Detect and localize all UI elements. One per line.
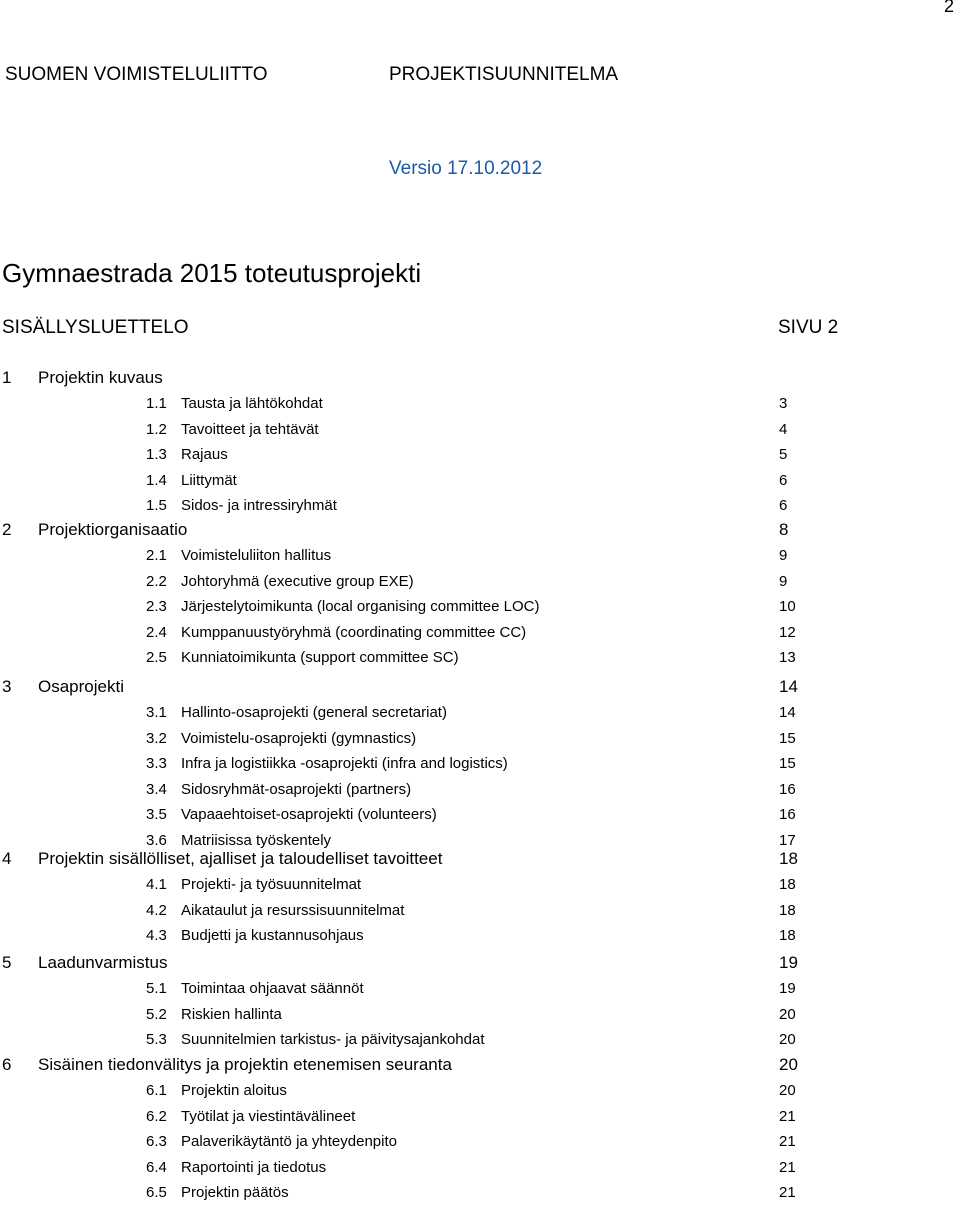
toc-subsection-page: 21 <box>779 1133 796 1150</box>
toc-subsection-title: Toimintaa ohjaavat säännöt <box>181 980 364 997</box>
toc-subsection-page: 15 <box>779 755 796 772</box>
toc-subsection-row[interactable] <box>0 730 960 755</box>
toc-subsection-page: 21 <box>779 1184 796 1201</box>
toc-subsection-page: 19 <box>779 980 796 997</box>
toc-section-number: 5 <box>2 953 12 972</box>
toc-subsection-page: 9 <box>779 547 788 564</box>
toc-subsection-number: 1.2 <box>146 420 167 438</box>
toc-subsection-number: 4.2 <box>146 901 167 919</box>
toc-section-row[interactable] <box>0 1055 960 1080</box>
toc-subsection-page: 17 <box>779 831 796 849</box>
toc-subsection-page: 12 <box>779 623 796 641</box>
toc-subsection-title: Infra ja logistiikka -osaprojekti (infra and logistics) <box>181 755 508 772</box>
toc-subsection-page: 5 <box>779 446 788 463</box>
toc-subsection-number: 1.4 <box>146 471 167 489</box>
toc-subsection-page: 18 <box>779 927 796 944</box>
toc-subsection-row[interactable] <box>0 806 960 831</box>
toc-subsection-row[interactable] <box>0 876 960 901</box>
toc-subsection-title: Raportointi ja tiedotus <box>181 1158 327 1176</box>
toc-section-title: Projektin sisällölliset, ajalliset ja taloudelliset tavoitteet <box>38 849 443 868</box>
toc-subsection-number: 6.1 <box>146 1082 167 1099</box>
toc-subsection-number: 1.5 <box>146 497 167 514</box>
toc-subsection-number: 5.2 <box>146 1005 167 1023</box>
toc-section-row[interactable] <box>0 520 960 545</box>
toc-subsection-number: 5.3 <box>146 1031 167 1048</box>
toc-section-row[interactable] <box>0 368 960 393</box>
toc-section-title: Projektiorganisaatio <box>38 520 188 539</box>
toc-subsection-number: 3.5 <box>146 806 167 823</box>
toc-section-page: 14 <box>779 677 798 696</box>
toc-subsection-page: 15 <box>779 729 796 747</box>
toc-subsection-page: 4 <box>779 420 788 438</box>
version-label: Versio 17.10.2012 <box>389 158 543 179</box>
toc-subsection-title: Projektin päätös <box>181 1184 289 1201</box>
toc-subsection-row[interactable] <box>0 1006 960 1031</box>
toc-section-number: 4 <box>2 849 12 868</box>
toc-subsection-number: 6.5 <box>146 1184 167 1201</box>
toc-subsection-number: 6.4 <box>146 1158 167 1176</box>
toc-subsection-row[interactable] <box>0 755 960 780</box>
toc-subsection-title: Sidos- ja intressiryhmät <box>181 497 337 514</box>
toc-subsection-page: 18 <box>779 876 796 893</box>
toc-subsection-title: Kumppanuustyöryhmä (coordinating committee CC) <box>181 623 527 641</box>
document-type: PROJEKTISUUNNITELMA <box>389 64 619 85</box>
toc-subsection-title: Matriisissa työskentely <box>181 831 332 849</box>
toc-subsection-title: Palaverikäytäntö ja yhteydenpito <box>181 1133 397 1150</box>
toc-subsection-title: Johtoryhmä (executive group EXE) <box>181 572 414 590</box>
toc-subsection-page: 16 <box>779 806 796 823</box>
organization-name: SUOMEN VOIMISTELULIITTO <box>5 64 268 85</box>
toc-subsection-number: 6.3 <box>146 1133 167 1150</box>
toc-subsection-page: 21 <box>779 1158 796 1176</box>
toc-subsection-page: 10 <box>779 598 796 615</box>
page-number: 2 <box>943 0 954 16</box>
toc-subsection-page: 18 <box>779 901 796 919</box>
toc-subsection-page: 6 <box>779 471 788 489</box>
toc-subsection-page: 9 <box>779 572 788 590</box>
toc-section-page: 18 <box>779 849 798 868</box>
toc-subsection-row[interactable] <box>0 497 960 522</box>
toc-subsection-title: Vapaaehtoiset-osaprojekti (volunteers) <box>181 806 437 823</box>
toc-subsection-page: 20 <box>779 1005 796 1023</box>
toc-subsection-row[interactable] <box>0 624 960 649</box>
toc-subsection-row[interactable] <box>0 1031 960 1056</box>
toc-page-label: SIVU 2 <box>778 317 839 338</box>
toc-subsection-number: 1.1 <box>146 395 167 412</box>
toc-subsection-title: Liittymät <box>181 471 237 489</box>
toc-subsection-row[interactable] <box>0 980 960 1005</box>
toc-section-title: Osaprojekti <box>38 677 124 696</box>
toc-section-title: Sisäinen tiedonvälitys ja projektin etenemisen seuranta <box>38 1055 452 1074</box>
toc-section-page: 8 <box>779 520 789 539</box>
toc-subsection-title: Rajaus <box>181 446 228 463</box>
toc-subsection-row[interactable] <box>0 1184 960 1209</box>
toc-subsection-row[interactable] <box>0 1133 960 1158</box>
toc-subsection-title: Hallinto-osaprojekti (general secretariat) <box>181 704 447 721</box>
toc-subsection-title: Sidosryhmät-osaprojekti (partners) <box>181 780 412 798</box>
toc-subsection-number: 2.5 <box>146 649 167 666</box>
toc-subsection-row[interactable] <box>0 421 960 446</box>
toc-section-row[interactable] <box>0 677 960 702</box>
toc-section-row[interactable] <box>0 849 960 874</box>
toc-subsection-row[interactable] <box>0 598 960 623</box>
toc-subsection-number: 2.1 <box>146 547 167 564</box>
toc-subsection-row[interactable] <box>0 573 960 598</box>
toc-subsection-number: 2.2 <box>146 572 167 590</box>
toc-subsection-title: Budjetti ja kustannusohjaus <box>181 927 364 944</box>
toc-subsection-number: 4.3 <box>146 927 167 944</box>
toc-subsection-row[interactable] <box>0 927 960 952</box>
toc-subsection-page: 14 <box>779 704 796 721</box>
toc-subsection-title: Riskien hallinta <box>181 1005 282 1023</box>
toc-subsection-row[interactable] <box>0 547 960 572</box>
toc-subsection-number: 3.2 <box>146 729 167 747</box>
toc-subsection-title: Aikataulut ja resurssisuunnitelmat <box>181 901 405 919</box>
toc-section-page: 20 <box>779 1055 798 1074</box>
toc-subsection-page: 20 <box>779 1082 796 1099</box>
toc-subsection-row[interactable] <box>0 472 960 497</box>
toc-subsection-title: Järjestelytoimikunta (local organising committee LOC) <box>181 598 540 615</box>
toc-section-page: 19 <box>779 953 798 972</box>
toc-section-number: 6 <box>2 1055 12 1074</box>
toc-section-row[interactable] <box>0 953 960 978</box>
toc-subsection-row[interactable] <box>0 446 960 471</box>
toc-subsection-row[interactable] <box>0 902 960 927</box>
toc-section-number: 3 <box>2 677 12 696</box>
toc-subsection-row[interactable] <box>0 704 960 729</box>
toc-subsection-title: Voimisteluliiton hallitus <box>181 547 332 564</box>
toc-subsection-number: 2.4 <box>146 623 167 641</box>
toc-section-number: 2 <box>2 520 12 539</box>
toc-section-title: Laadunvarmistus <box>38 953 168 972</box>
toc-subsection-title: Suunnitelmien tarkistus- ja päivitysajankohdat <box>181 1031 485 1048</box>
document-title: Gymnaestrada 2015 toteutusprojekti <box>2 258 422 288</box>
toc-subsection-number: 3.3 <box>146 755 167 772</box>
toc-subsection-row[interactable] <box>0 781 960 806</box>
toc-subsection-row[interactable] <box>0 395 960 420</box>
toc-subsection-title: Tausta ja lähtökohdat <box>181 395 323 412</box>
toc-subsection-page: 16 <box>779 780 796 798</box>
toc-subsection-number: 1.3 <box>146 446 167 463</box>
toc-section-number: 1 <box>2 368 12 387</box>
toc-subsection-number: 5.1 <box>146 980 167 997</box>
toc-subsection-number: 6.2 <box>146 1107 167 1125</box>
toc-subsection-title: Kunniatoimikunta (support committee SC) <box>181 649 459 666</box>
toc-subsection-page: 20 <box>779 1031 796 1048</box>
toc-subsection-page: 6 <box>779 497 788 514</box>
toc-subsection-page: 13 <box>779 649 796 666</box>
toc-subsection-number: 3.1 <box>146 704 167 721</box>
toc-subsection-page: 3 <box>779 395 788 412</box>
toc-subsection-title: Projekti- ja työsuunnitelmat <box>181 876 362 893</box>
toc-subsection-number: 4.1 <box>146 876 167 893</box>
toc-heading: SISÄLLYSLUETTELO <box>2 317 189 338</box>
toc-subsection-row[interactable] <box>0 649 960 674</box>
toc-subsection-page: 21 <box>779 1107 796 1125</box>
toc-subsection-title: Voimistelu-osaprojekti (gymnastics) <box>181 729 417 747</box>
toc-subsection-row[interactable] <box>0 1082 960 1107</box>
toc-subsection-title: Työtilat ja viestintävälineet <box>181 1107 356 1125</box>
toc-subsection-number: 3.6 <box>146 831 167 849</box>
toc-subsection-row[interactable] <box>0 1108 960 1133</box>
toc-subsection-number: 2.3 <box>146 598 167 615</box>
toc-subsection-number: 3.4 <box>146 780 167 798</box>
toc-section-title: Projektin kuvaus <box>38 368 163 387</box>
toc-subsection-title: Projektin aloitus <box>181 1082 287 1099</box>
toc-subsection-title: Tavoitteet ja tehtävät <box>181 420 319 438</box>
toc-subsection-row[interactable] <box>0 1159 960 1184</box>
